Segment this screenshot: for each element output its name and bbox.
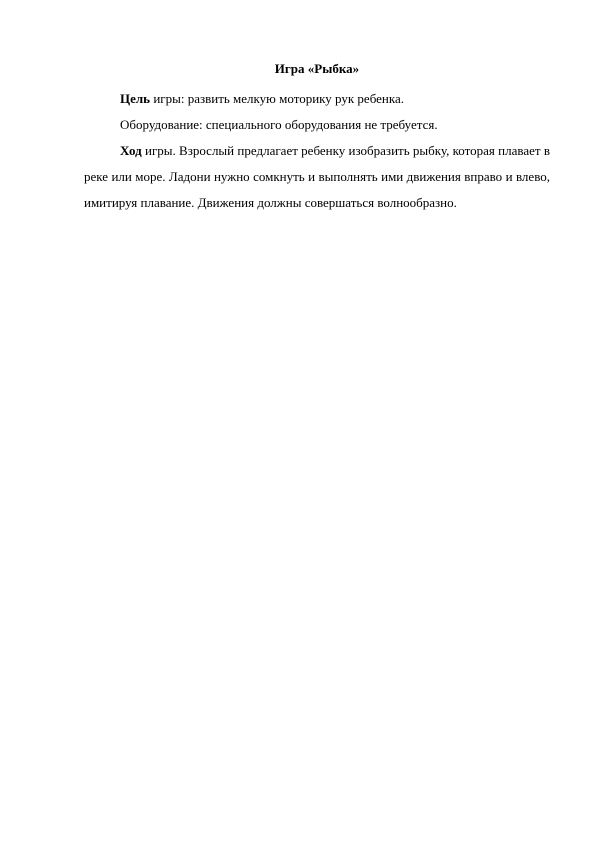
- procedure-label: Ход: [120, 143, 142, 158]
- document-title: Игра «Рыбка»: [274, 61, 360, 76]
- goal-paragraph: [84, 86, 550, 112]
- document-body: [84, 56, 550, 216]
- goal-text: игры: развить мелкую моторику рук ребенка.: [150, 91, 405, 106]
- goal-label: Цель: [120, 91, 151, 106]
- procedure-text: игры. Взрослый предлагает ребенку изобразить рыбку, которая плавает в реке или море. Ладони нужно сомкнуть и выполнять ими движения вправо и влево, имитируя плавание. Движения должны совершаться волнообразно.: [84, 143, 550, 210]
- equipment-paragraph: Оборудование: специального оборудования не требуется.: [120, 117, 438, 132]
- procedure-paragraph: [84, 138, 550, 216]
